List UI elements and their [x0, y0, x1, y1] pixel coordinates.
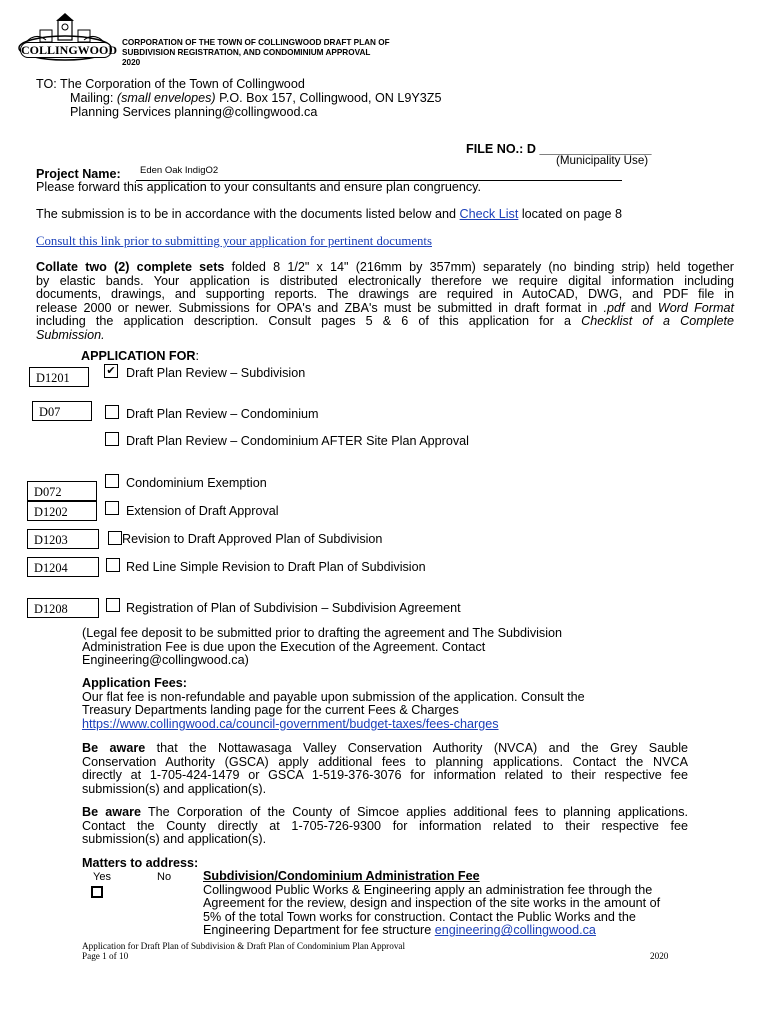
yes-column-label: Yes: [93, 871, 111, 883]
admin-fee-line2: Agreement for the review, design and inspection of the site works in the amount of: [203, 896, 661, 911]
collate-line2: by elastic bands. Your application is distributed electronically therefore we require digital information including: [36, 273, 734, 288]
engineering-email-link[interactable]: engineering@collingwood.ca: [434, 923, 596, 938]
page-footer: [82, 941, 405, 961]
simcoe-line1-text: The Corporation of the County of Simcoe applies additional fees to planning applications.: [141, 805, 689, 819]
legal-note-line3: Engineering@collingwood.ca): [82, 653, 249, 668]
collate-line1-text: folded 8 1/2" x 14" (216mm by 357mm) separately (no binding strip) held together: [224, 260, 734, 274]
nvca-paragraph: [82, 742, 688, 796]
collate-line3: documents, drawings, and supporting reports. The drawings are required in AutoCAD, DWG, and PDF file in: [36, 287, 734, 302]
collate-line5-pre: including the application description. Consult pages 5 & 6 of this application for a: [36, 314, 582, 329]
fees-section: [82, 677, 585, 731]
fee-code-box: D1208: [27, 598, 99, 618]
draft-plan-subdivision-label: Draft Plan Review – Subdivision: [126, 366, 306, 380]
admin-fee-line4-pre: Engineering Department for fee structure: [203, 923, 435, 938]
nvca-line1: [82, 742, 688, 756]
admin-fee-title: Subdivision/Condominium Administration Fee: [203, 869, 480, 883]
address-block: [36, 77, 442, 119]
nvca-line4: submission(s) and application(s).: [82, 781, 267, 796]
simcoe-line2: Contact the County directly at 1-705-726-9300 for information related to their respective fee: [82, 818, 688, 833]
fees-line2: Treasury Departments landing page for the current Fees & Charges: [82, 703, 459, 718]
fee-code-box: D072: [27, 481, 97, 501]
condominium-exemption-label: Condominium Exemption: [126, 476, 267, 490]
registration-plan-label: Registration of Plan of Subdivision – Subdivision Agreement: [126, 601, 461, 615]
no-column-label: No: [157, 871, 172, 883]
footer-year: 2020: [650, 951, 669, 961]
admin-fee-line3: 5% of the total Town works for construction. Contact the Public Works and the: [203, 909, 636, 924]
admin-fee-block: [203, 870, 660, 938]
simcoe-paragraph: [82, 806, 688, 847]
address-mailing: [36, 91, 442, 105]
collate-line5-i: Checklist of a Complete: [581, 314, 734, 329]
collate-paragraph: [36, 261, 734, 343]
red-line-revision-checkbox[interactable]: [106, 558, 120, 572]
extension-draft-approval-checkbox[interactable]: [105, 501, 119, 515]
submission-post: located on page 8: [518, 207, 622, 221]
draft-plan-condominium-label: Draft Plan Review – Condominium: [126, 407, 319, 421]
fee-code-box: D1204: [27, 557, 99, 577]
address-to: TO: The Corporation of the Town of Collingwood: [36, 77, 305, 91]
fee-code-box: D1203: [27, 529, 99, 549]
admin-fee-line4: [203, 924, 660, 938]
draft-plan-condominium-checkbox[interactable]: [105, 405, 119, 419]
application-heading: [81, 350, 199, 364]
fees-charges-link[interactable]: https://www.collingwood.ca/council-government/budget-taxes/fees-charges: [82, 716, 499, 731]
collate-line4-pre: release 2000 or newer. Submissions for OPA's and ZBA's must be submitted in draft format in: [36, 300, 604, 315]
fee-code-box: D07: [32, 401, 92, 421]
collate-line5: [36, 315, 734, 329]
fees-heading: Application Fees:: [82, 676, 187, 690]
collate-line6: [36, 329, 734, 343]
condominium-after-site-plan-checkbox[interactable]: [105, 432, 119, 446]
file-number-field[interactable]: FILE NO.: D ________________: [466, 142, 652, 156]
nvca-bold: Be aware: [82, 741, 146, 755]
footer-page-number: Page 1 of 10: [82, 951, 129, 961]
collate-line4-mid: and: [624, 300, 658, 315]
consult-documents-link[interactable]: Consult this link prior to submitting your application for pertinent documents: [36, 234, 432, 248]
nvca-line2: Conservation Authority (GSCA) apply additional fees to planning applications. Contact the NVCA: [82, 754, 688, 769]
mailing-prefix: Mailing:: [70, 91, 117, 105]
header-title-line2: SUBDIVISION REGISTRATION, AND CONDOMINIUM APPROVAL: [122, 48, 371, 57]
registration-plan-checkbox[interactable]: [106, 598, 120, 612]
fees-line1: Our flat fee is non-refundable and payable upon submission of the application. Consult the: [82, 689, 585, 704]
collate-line4: [36, 302, 734, 316]
application-colon: :: [195, 349, 200, 363]
extension-draft-approval-label: Extension of Draft Approval: [126, 504, 279, 518]
forward-instruction: Please forward this application to your consultants and ensure plan congruency.: [36, 180, 482, 194]
legal-note-line1: (Legal fee deposit to be submitted prior to drafting the agreement and The Subdivision: [82, 626, 563, 640]
footer-line1: Application for Draft Plan of Subdivision & Draft Plan of Condominium Plan Approval: [82, 941, 406, 951]
nvca-line3: directly at 1-705-424-1479 or GSCA 1-519-376-3076 for information related to their respective fee: [82, 768, 688, 783]
legal-fee-note: [82, 627, 562, 668]
header-title-line1: CORPORATION OF THE TOWN OF COLLINGWOOD DRAFT PLAN OF: [122, 38, 390, 47]
fee-code-box: D1201: [29, 367, 89, 387]
project-name-input[interactable]: Eden Oak IndigO2: [140, 165, 219, 176]
red-line-revision-label: Red Line Simple Revision to Draft Plan of Subdivision: [126, 560, 426, 574]
draft-plan-subdivision-checkbox[interactable]: ✔: [104, 364, 118, 378]
admin-fee-line1: Collingwood Public Works & Engineering apply an administration fee through the: [203, 882, 653, 897]
revision-draft-approved-label: Revision to Draft Approved Plan of Subdivision: [122, 532, 383, 546]
mailing-italic: (small envelopes): [116, 91, 216, 105]
revision-draft-approved-checkbox[interactable]: [108, 531, 122, 545]
application-heading-text: APPLICATION FOR: [81, 349, 196, 363]
collingwood-logo: [16, 12, 118, 68]
collate-line1: [36, 261, 734, 275]
collate-line4-i2: Word Format: [657, 300, 734, 315]
municipality-use-label: (Municipality Use): [556, 154, 649, 167]
fee-code-box: D1202: [27, 501, 97, 521]
condominium-exemption-checkbox[interactable]: [105, 474, 119, 488]
condominium-after-site-plan-label: Draft Plan Review – Condominium AFTER Site Plan Approval: [126, 434, 469, 448]
project-name-label: Project Name:: [36, 167, 121, 181]
collate-bold: Collate two (2) complete sets: [36, 260, 225, 274]
collate-line4-i1: .pdf: [603, 300, 625, 315]
simcoe-line1: [82, 806, 688, 820]
address-planning: Planning Services planning@collingwood.ca: [70, 105, 318, 119]
collate-line6-i: Submission.: [36, 327, 105, 342]
header-year: 2020: [122, 58, 141, 67]
document-header: [122, 38, 390, 68]
legal-note-line2: Administration Fee is due upon the Execution of the Agreement. Contact: [82, 639, 486, 654]
nvca-line1-text: that the Nottawasaga Valley Conservation Authority (NVCA) and the Grey Sauble: [145, 741, 689, 755]
simcoe-line3: submission(s) and application(s).: [82, 832, 267, 847]
matters-heading: Matters to address:: [82, 856, 199, 870]
submission-instruction: [36, 208, 622, 222]
admin-fee-yes-checkbox[interactable]: [91, 886, 103, 898]
mailing-rest: P.O. Box 157, Collingwood, ON L9Y3Z5: [215, 91, 442, 105]
submission-pre: The submission is to be in accordance with the documents listed below and: [36, 207, 460, 221]
checklist-link[interactable]: Check List: [459, 207, 519, 221]
simcoe-bold: Be aware: [82, 805, 142, 819]
logo-text: COLLINGWOOD: [21, 43, 118, 57]
